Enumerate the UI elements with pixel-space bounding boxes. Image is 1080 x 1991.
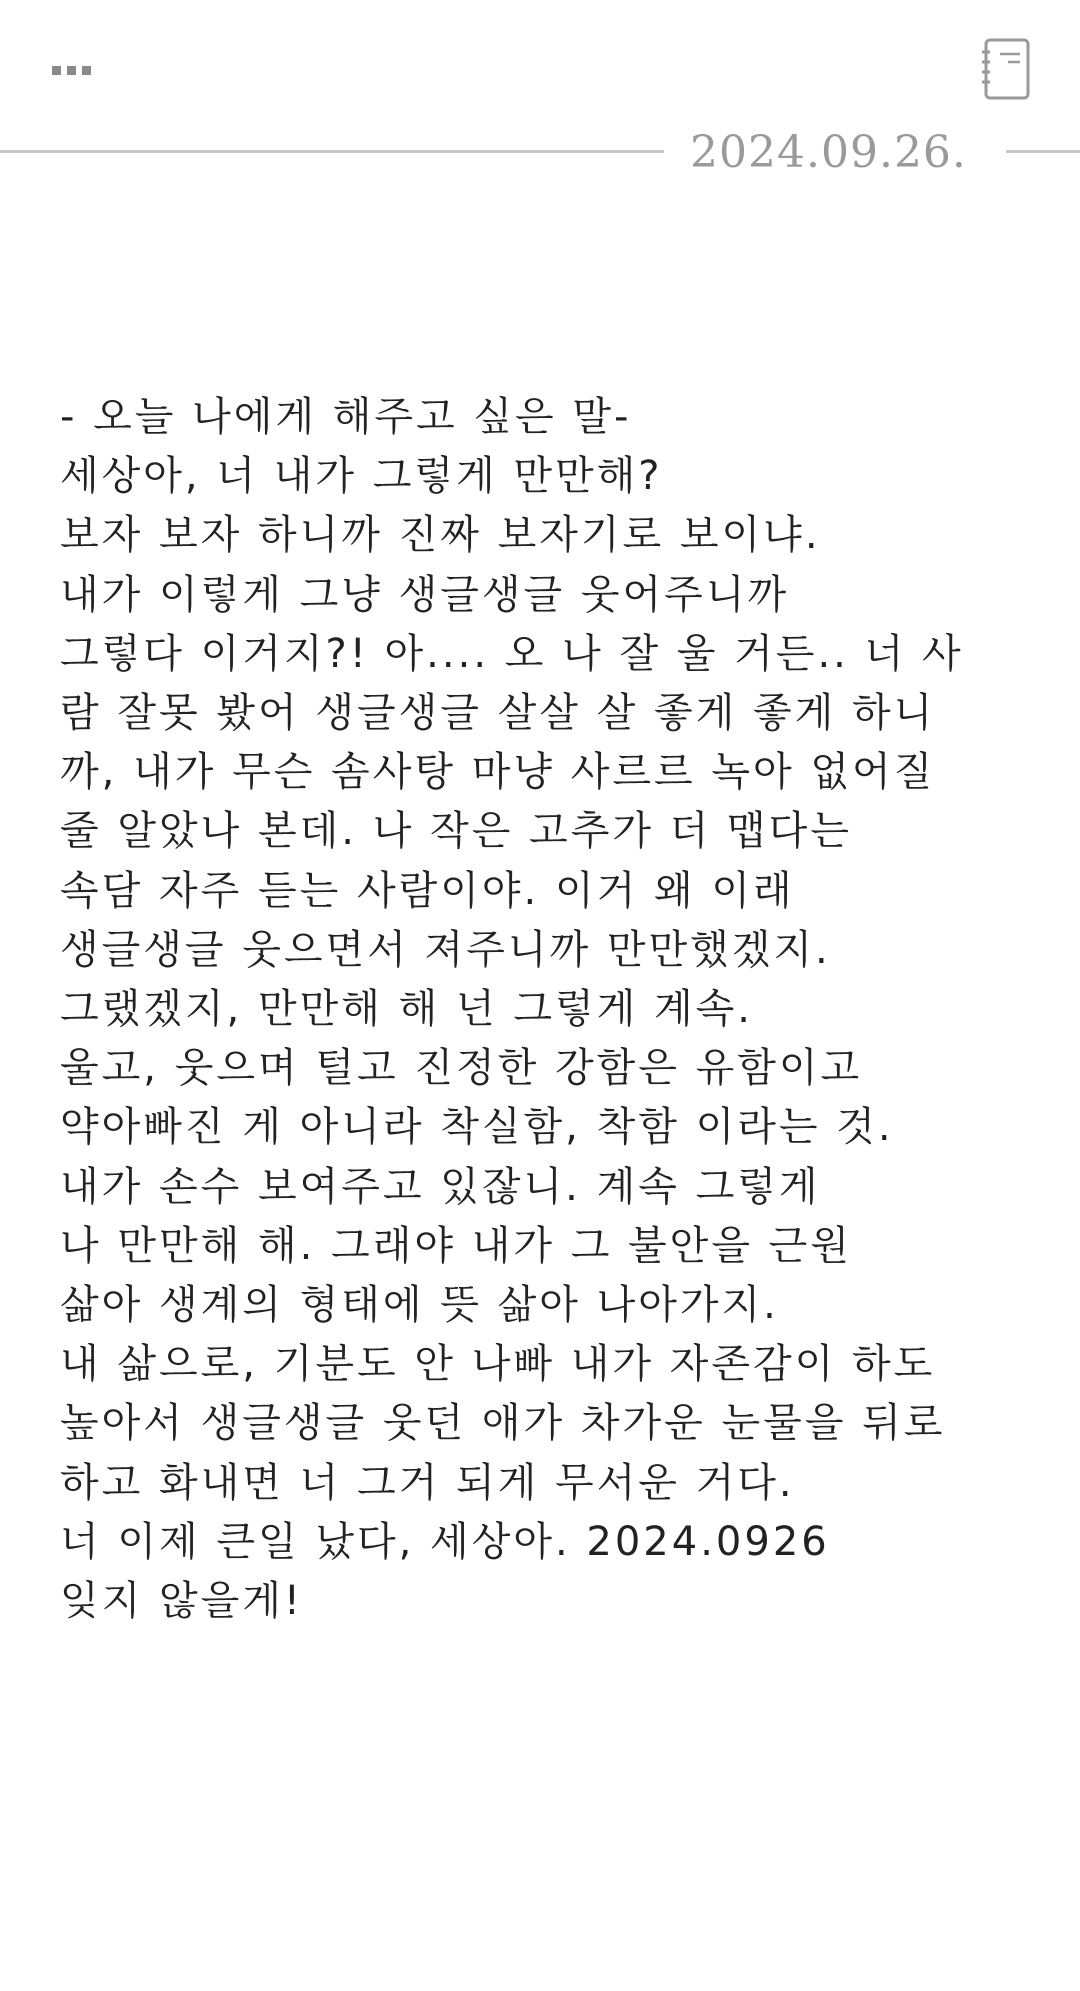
entry-line: 내 삶으로, 기분도 안 나빠 내가 자존감이 하도	[60, 1341, 936, 1388]
entry-line: 속담 자주 듣는 사람이야. 이거 왜 이래	[60, 867, 795, 914]
entry-line: 울고, 웃으며 털고 진정한 강함은 유함이고	[60, 1045, 863, 1092]
notebook-icon	[978, 34, 1034, 104]
entry-line: 하고 화내면 너 그거 되게 무서운 거다.	[60, 1459, 795, 1506]
divider-line-left	[0, 150, 664, 153]
entry-line: 까, 내가 무슨 솜사탕 마냥 사르르 녹아 없어질	[60, 749, 936, 796]
entry-line: 줄 알았나 본데. 나 작은 고추가 더 맵다는	[60, 808, 852, 855]
entry-date: 2024.09.26.	[690, 127, 967, 178]
entry-line: 그렇다 이거지?! 아.... 오 나 잘 울 거든.. 너 사	[60, 630, 964, 677]
top-bar	[0, 0, 1080, 140]
more-dot	[67, 66, 76, 75]
entry-line: 보자 보자 하니까 진짜 보자기로 보이냐.	[60, 512, 821, 559]
date-divider	[0, 120, 1080, 186]
entry-line: 약아빠진 게 아니라 착실함, 착함 이라는 것.	[60, 1104, 894, 1151]
entry-line: 생글생글 웃으면서 져주니까 만만했겠지.	[60, 926, 831, 973]
entry-line: 세상아, 너 내가 그렇게 만만해?	[60, 453, 663, 500]
more-horizontal-icon	[52, 66, 61, 75]
entry-line: 람 잘못 봤어 생글생글 살살 살 좋게 좋게 하니	[60, 690, 936, 737]
diary-list-button[interactable]	[978, 34, 1034, 104]
entry-line: 너 이제 큰일 났다, 세상아. 2024.0926	[60, 1518, 830, 1565]
entry-line: 그랬겠지, 만만해 해 넌 그렇게 계속.	[60, 986, 753, 1033]
more-dot	[82, 66, 91, 75]
entry-line: 내가 손수 보여주고 있잖니. 계속 그렇게	[60, 1163, 821, 1210]
more-options-button[interactable]	[36, 52, 106, 88]
entry-line: 높아서 생글생글 웃던 애가 차가운 눈물을 뒤로	[60, 1400, 946, 1447]
entry-line: 삶아 생계의 형태에 뜻 삶아 나아가지.	[60, 1282, 779, 1329]
divider-line-right	[1006, 150, 1080, 153]
entry-line: 내가 이렇게 그냥 생글생글 웃어주니까	[60, 571, 790, 618]
entry-line: 잊지 않을게!	[60, 1578, 303, 1625]
entry-line: 나 만만해 해. 그래야 내가 그 불안을 근원	[60, 1222, 852, 1269]
diary-entry-text	[60, 388, 1040, 1631]
entry-line: - 오늘 나에게 해주고 싶은 말-	[60, 394, 632, 440]
